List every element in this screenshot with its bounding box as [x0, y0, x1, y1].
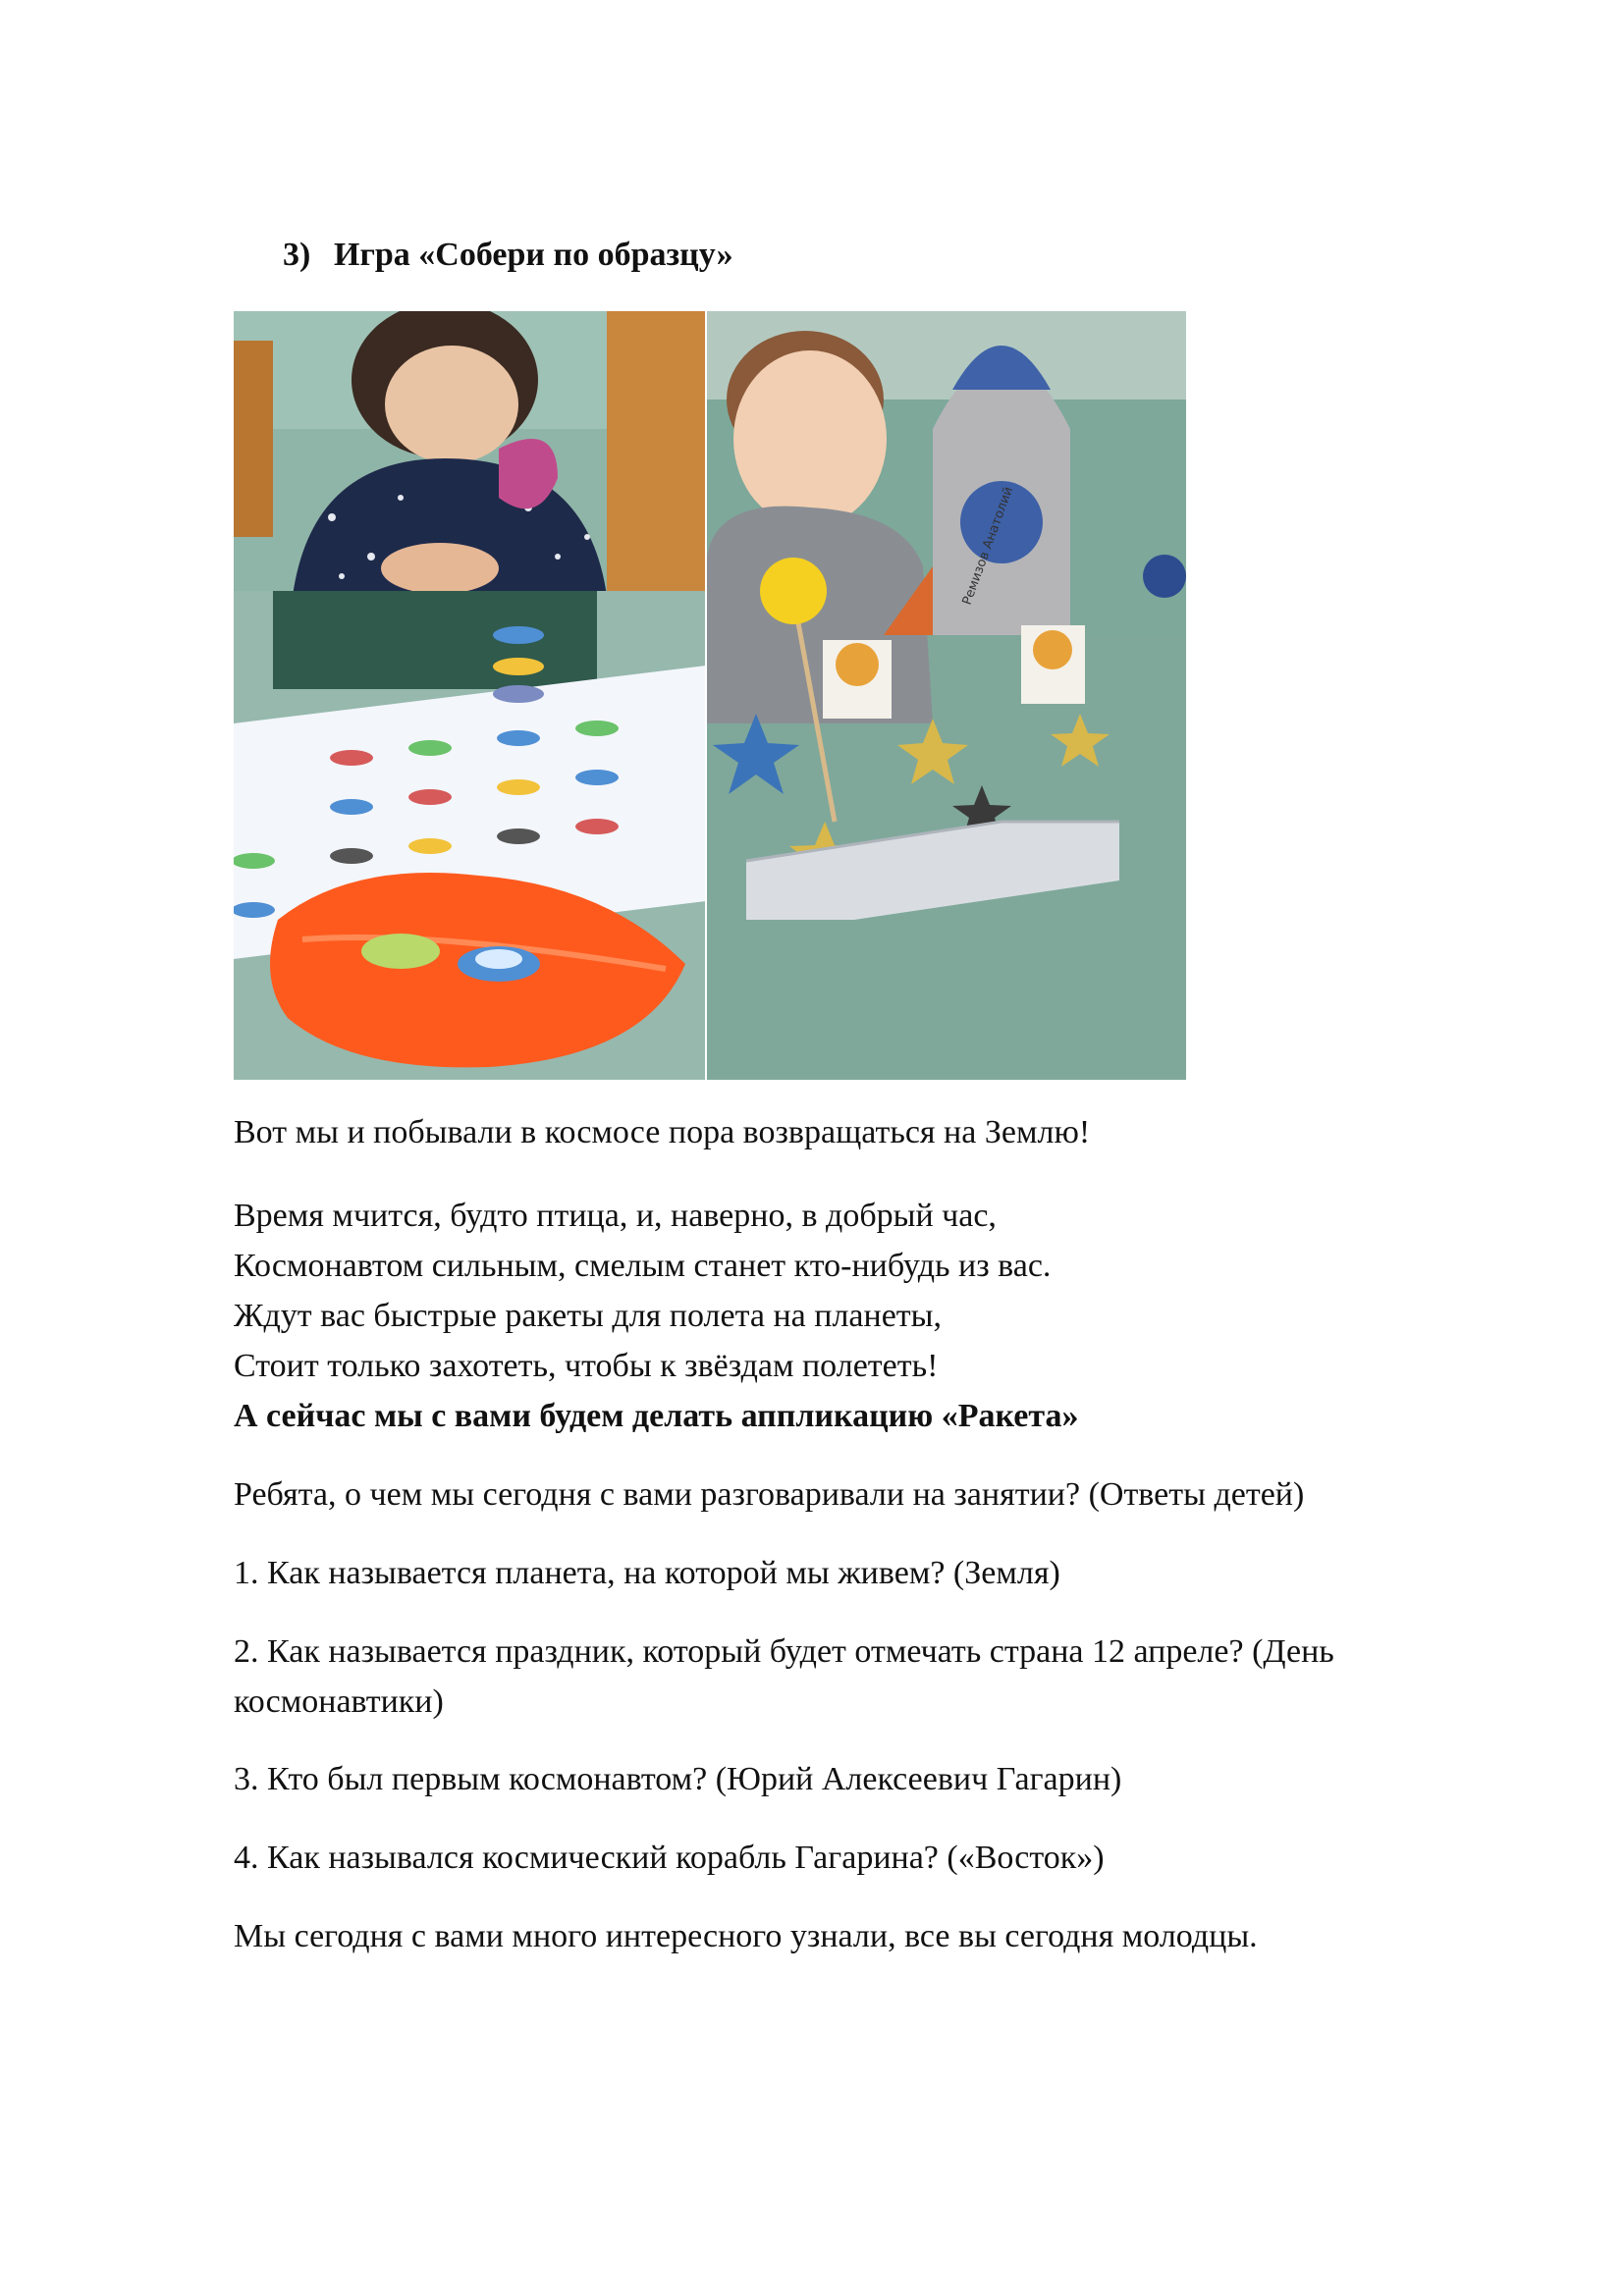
photo-girl-matching-game: [234, 311, 705, 1080]
question-3: 3. Кто был первым космонавтом? (Юрий Алексеевич Гагарин): [234, 1761, 1122, 1797]
paragraph-conclusion: Мы сегодня с вами много интересного узнали, все вы сегодня молодцы.: [234, 1918, 1258, 1954]
poem-line: Время мчится, будто птица, и, наверно, в добрый час,: [234, 1198, 997, 1234]
rocket-label: Ремизов Анатолий: [959, 485, 1017, 608]
section-heading: [283, 232, 733, 279]
photo-collage: [234, 311, 1186, 1080]
paragraph-question-intro: Ребята, о чем мы сегодня с вами разговаривали на занятии? (Ответы детей): [234, 1476, 1305, 1513]
poem-line: Космонавтом сильным, смелым станет кто-нибудь из вас.: [234, 1248, 1052, 1284]
poem-line: Стоит только захотеть, чтобы к звёздам полететь!: [234, 1348, 939, 1384]
question-1: 1. Как называется планета, на которой мы живем? (Земля): [234, 1555, 1060, 1591]
section-number: 3): [283, 237, 311, 273]
poem: [234, 1191, 1078, 1441]
poem-line: Ждут вас быстрые ракеты для полета на планеты,: [234, 1298, 943, 1334]
paragraph-intro: Вот мы и побывали в космосе пора возвращаться на Землю!: [234, 1114, 1091, 1150]
photo-boy-rocket-craft: [707, 311, 1186, 1080]
question-2: 2. Как называется праздник, который будет отмечать страна 12 апреле? (День космонавтики): [234, 1633, 1334, 1720]
section-title: Игра «Собери по образцу»: [334, 237, 733, 273]
activity-announcement: А сейчас мы с вами будем делать аппликацию «Ракета»: [234, 1398, 1079, 1434]
question-4: 4. Как назывался космический корабль Гагарина? («Восток»): [234, 1840, 1105, 1876]
